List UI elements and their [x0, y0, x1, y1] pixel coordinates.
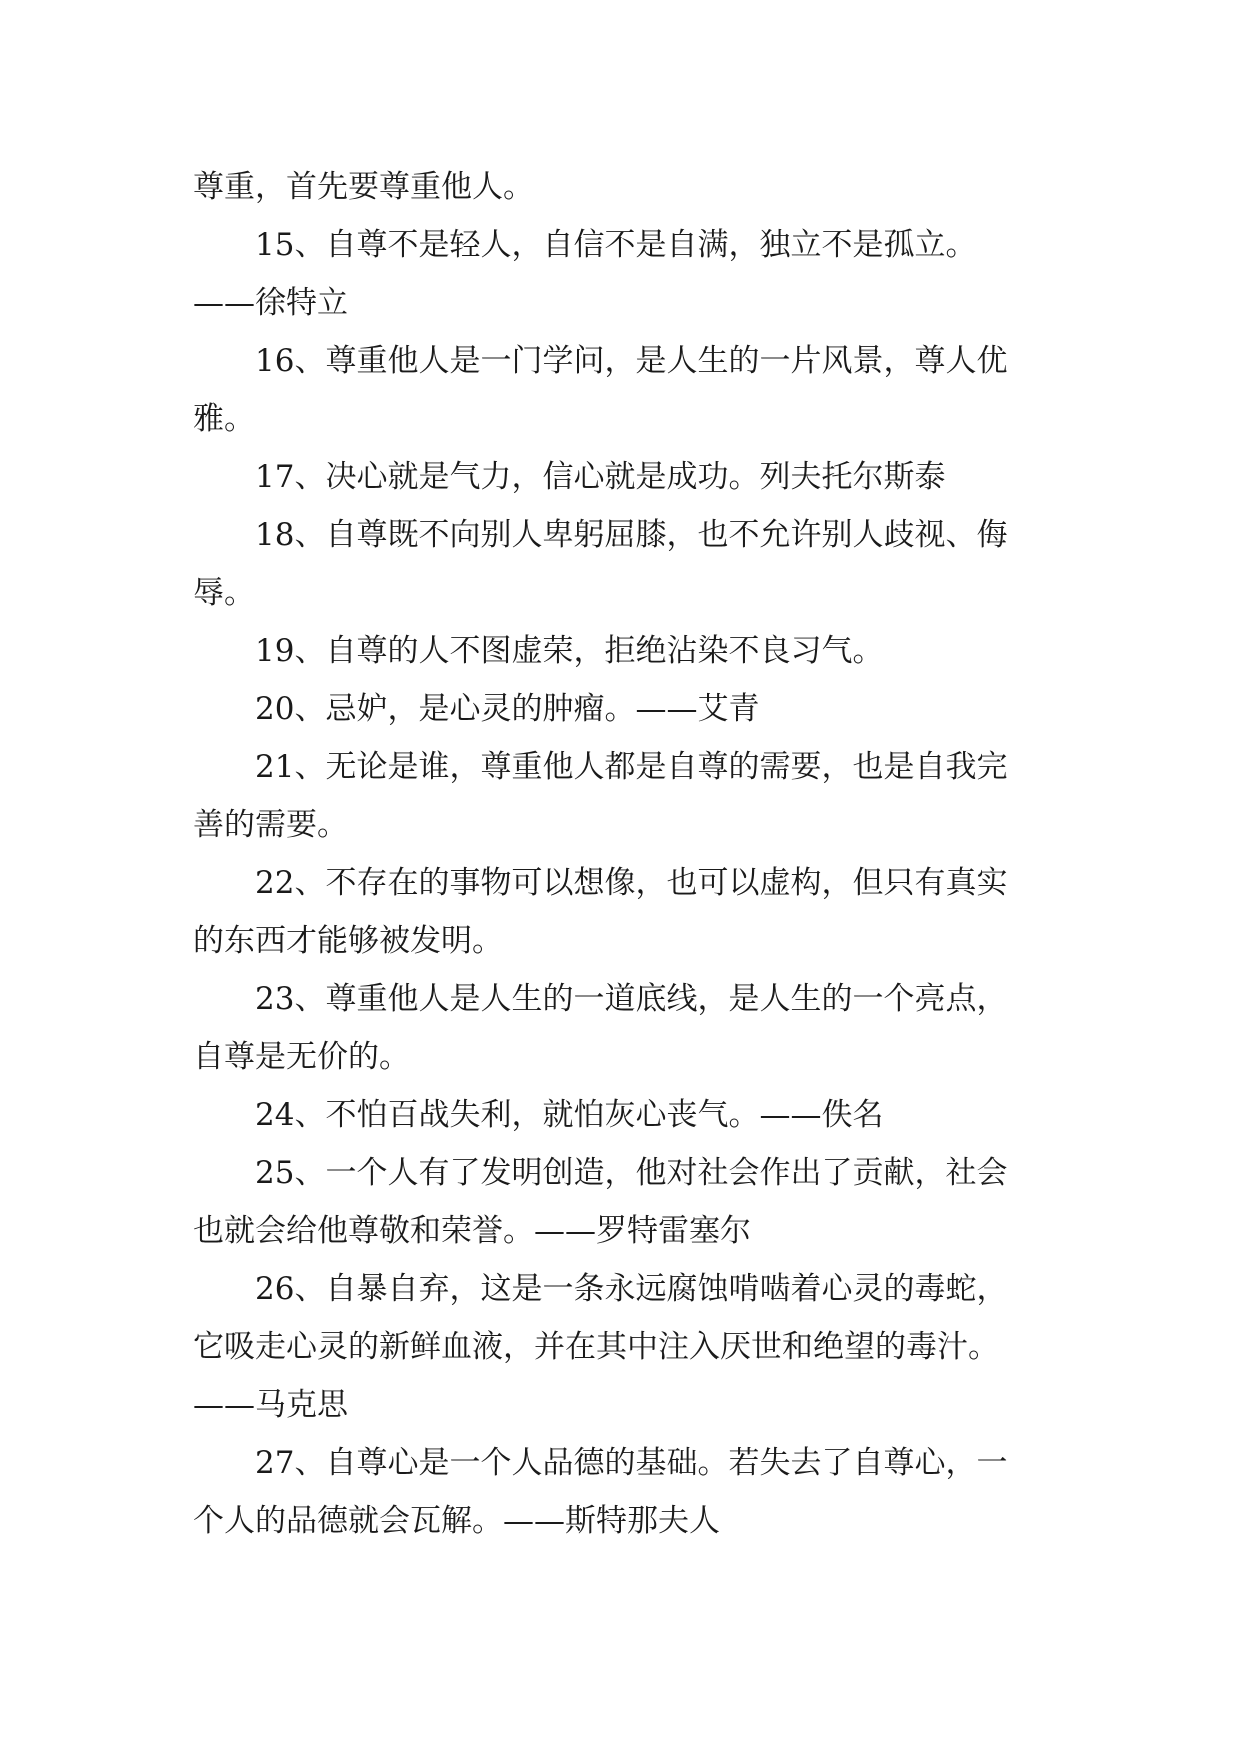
quote-26-line-2: 它吸走心灵的新鲜血液，并在其中注入厌世和绝望的毒汁。 — [193, 1329, 999, 1365]
quote-15-line-1: 15、自尊不是轻人，自信不是自满，独立不是孤立。 — [255, 227, 977, 263]
quote-23-line-2: 自尊是无价的。 — [193, 1039, 410, 1075]
quote-25-line-2: 也就会给他尊敬和荣誉。——罗特雷塞尔 — [193, 1213, 751, 1249]
quote-16-line-1: 16、尊重他人是一门学问，是人生的一片风景，尊人优 — [255, 343, 1008, 379]
quote-21-line-1: 21、无论是谁，尊重他人都是自尊的需要，也是自我完 — [255, 749, 1008, 785]
quote-23-line-1: 23、尊重他人是人生的一道底线，是人生的一个亮点， — [255, 981, 1008, 1017]
quote-25-line-1: 25、一个人有了发明创造，他对社会作出了贡献，社会 — [255, 1155, 1008, 1191]
text-line: 尊重，首先要尊重他人。 — [193, 169, 534, 205]
quote-22-line-2: 的东西才能够被发明。 — [193, 923, 503, 959]
quote-27-line-2: 个人的品德就会瓦解。——斯特那夫人 — [193, 1503, 720, 1539]
quote-18-line-2: 辱。 — [193, 575, 255, 611]
quote-20: 20、忌妒，是心灵的肿瘤。——艾青 — [255, 691, 760, 727]
quote-21-line-2: 善的需要。 — [193, 807, 348, 843]
quote-17: 17、决心就是气力，信心就是成功。列夫托尔斯泰 — [255, 459, 946, 495]
quote-26-attribution: ——马克思 — [193, 1387, 348, 1423]
quote-15-attribution: ——徐特立 — [193, 285, 348, 321]
quote-19: 19、自尊的人不图虚荣，拒绝沾染不良习气。 — [255, 633, 884, 669]
quote-22-line-1: 22、不存在的事物可以想像，也可以虚构，但只有真实 — [255, 865, 1008, 901]
quote-26-line-1: 26、自暴自弃，这是一条永远腐蚀啃啮着心灵的毒蛇， — [255, 1271, 1008, 1307]
quote-24: 24、不怕百战失利，就怕灰心丧气。——佚名 — [255, 1097, 884, 1133]
quote-27-line-1: 27、自尊心是一个人品德的基础。若失去了自尊心，一 — [255, 1445, 1008, 1481]
document-body — [193, 158, 1055, 1550]
quote-16-line-2: 雅。 — [193, 401, 255, 437]
quote-18-line-1: 18、自尊既不向别人卑躬屈膝，也不允许别人歧视、侮 — [255, 517, 1008, 553]
